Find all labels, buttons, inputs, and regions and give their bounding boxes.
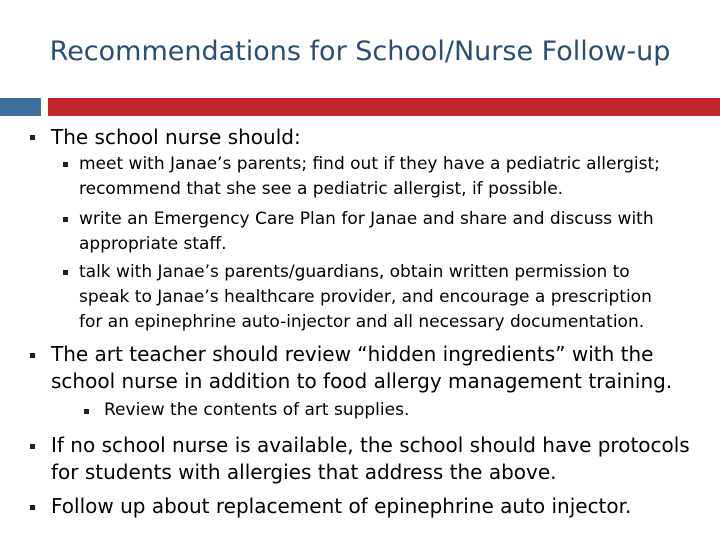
sub-bullet-1-3-line-1: talk with Janae’s parents/guardians, obtain written permission to: [79, 262, 630, 282]
bullet-4-text: Follow up about replacement of epinephrine auto injector.: [51, 494, 632, 518]
bullet-2-line-1: The art teacher should review “hidden ingredients” with the: [51, 342, 654, 366]
title-rule-blue: [0, 98, 41, 116]
sub-bullet-1-1-line-1: meet with Janae’s parents; find out if they have a pediatric allergist;: [79, 154, 660, 174]
sub-bullet-1-2-line-1: write an Emergency Care Plan for Janae and share and discuss with: [79, 209, 654, 229]
slide-title: Recommendations for School/Nurse Follow-up: [49, 36, 671, 67]
sub-bullet-1-3-line-2: speak to Janae’s healthcare provider, and encourage a prescription: [79, 287, 652, 307]
sub-bullet-marker: [84, 409, 89, 414]
sub-bullet-marker: [63, 270, 68, 275]
bullet-marker: [30, 135, 35, 140]
sub-bullet-1-3-line-3: for an epinephrine auto-injector and all necessary documentation.: [79, 312, 645, 332]
bullet-2-line-2: school nurse in addition to food allergy management training.: [51, 369, 673, 393]
sub-bullet-1-2-line-2: appropriate staff.: [79, 234, 227, 254]
sub-bullet-2-1: Review the contents of art supplies.: [104, 400, 410, 420]
bullet-1-text: The school nurse should:: [51, 125, 301, 149]
title-rule-red: [48, 98, 720, 116]
bullet-marker: [30, 444, 35, 449]
sub-bullet-marker: [63, 162, 68, 167]
sub-bullet-1-1-line-2: recommend that she see a pediatric allergist, if possible.: [79, 179, 564, 199]
bullet-marker: [30, 505, 35, 510]
sub-bullet-marker: [63, 217, 68, 222]
bullet-3-line-2: for students with allergies that address the above.: [51, 460, 557, 484]
bullet-marker: [30, 353, 35, 358]
bullet-3-line-1: If no school nurse is available, the school should have protocols: [51, 433, 690, 457]
